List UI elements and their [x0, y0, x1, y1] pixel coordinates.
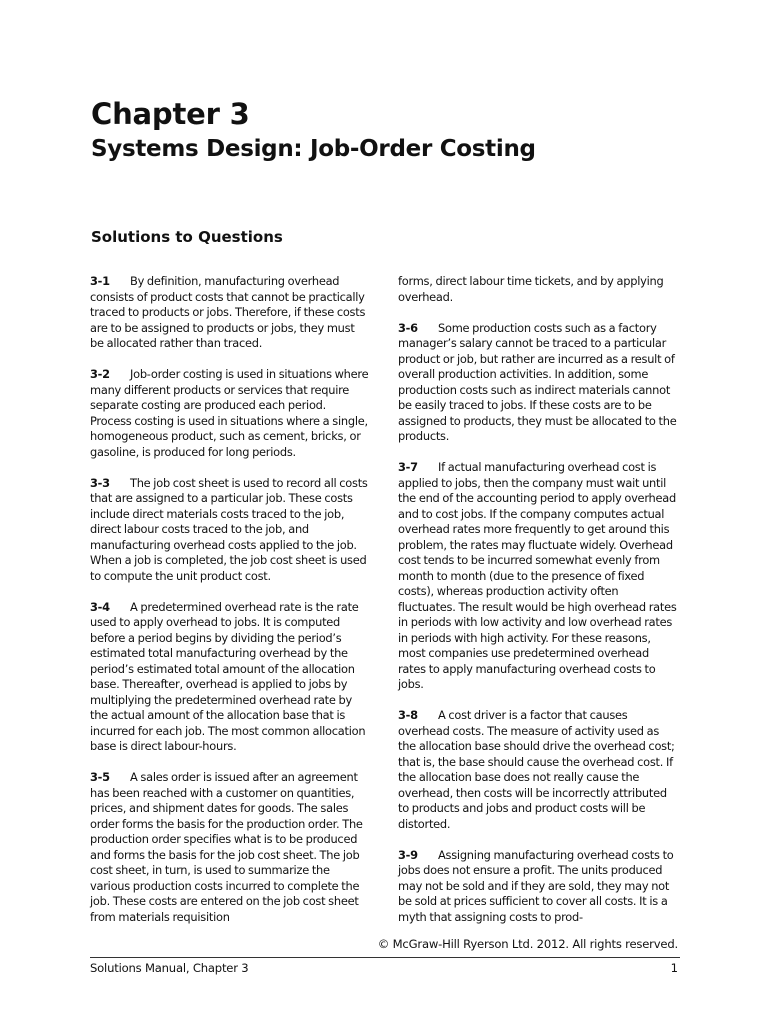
question-text: Assigning manufacturing overhead costs to jobs does not ensure a profit. The units produced may not be sold and if they are sold, they may not be sold at prices sufficient to cover all costs. It is a myth that assigning costs to prod-	[398, 847, 674, 924]
question-3-6	[398, 321, 678, 445]
question-text: The job cost sheet is used to record all costs that are assigned to a particular job. These costs include direct materials costs traced to the job, direct labour costs traced to the job, and manufacturing overhead costs applied to the job. When a job is completed, the job cost sheet is used to compute the unit product cost.	[90, 475, 368, 583]
question-3-5-continued: forms, direct labour time tickets, and by applying overhead.	[398, 274, 664, 304]
question-number: 3-8	[398, 708, 418, 722]
question-number: 3-1	[90, 274, 110, 288]
question-3-7	[398, 460, 678, 693]
question-text: If actual manufacturing overhead cost is applied to jobs, then the company must wait until the end of the accounting period to apply overhead and to cost jobs. If the company computes actual overhead rates more frequently to get around this problem, the rates may fluctuate widely. Overhead cost tends to be incurred somewhat evenly from month to month (due to the presence of fixed costs), whereas production activity often fluctuates. The result would be high overhead rates in periods with low activity and low overhead rates in periods with high activity. For these reasons, most companies use predetermined overhead rates to apply manufacturing overhead costs to jobs.	[398, 460, 677, 691]
question-3-3	[90, 476, 370, 585]
footer-divider	[90, 957, 680, 958]
question-3-9	[398, 848, 678, 926]
left-column	[90, 274, 370, 941]
question-3-1	[90, 274, 370, 352]
question-text: A sales order is issued after an agreement has been reached with a customer on quantities, prices, and shipment dates for goods. The sales order forms the basis for the production order. The production order specifies what is to be produced and forms the basis for the job cost sheet. The job cost sheet, in turn, is used to summarize the various production costs incurred to complete the job. These costs are entered on the job cost sheet from materials requisition	[90, 770, 363, 924]
footer-manual-title: Solutions Manual, Chapter 3	[90, 961, 249, 975]
question-3-2	[90, 367, 370, 460]
question-text: Job-order costing is used in situations where many different products or services that require separate costing are produced each period. Process costing is used in situations where a single, homogeneous product, such as cement, bricks, or gasoline, is produced for long periods.	[90, 367, 369, 459]
copyright-notice: © McGraw-Hill Ryerson Ltd. 2012. All rights reserved.	[377, 937, 678, 951]
question-3-5	[90, 770, 370, 925]
question-text: A cost driver is a factor that causes overhead costs. The measure of activity used as the allocation base should drive the overhead cost; that is, the base should cause the overhead cost. If the allocation base does not really cause the overhead, then costs will be incorrectly attributed to products and jobs and product costs will be distorted.	[398, 708, 675, 831]
section-heading: Solutions to Questions	[91, 228, 283, 246]
question-3-4	[90, 600, 370, 755]
question-number: 3-9	[398, 847, 418, 862]
page-number: 1	[670, 961, 678, 975]
question-number: 3-4	[90, 599, 110, 614]
question-text: By definition, manufacturing overhead consists of product costs that cannot be practically traced to products or jobs. Therefore, if these costs are to be assigned to products or jobs, they must be allocated rather than traced.	[90, 274, 366, 350]
right-column	[398, 274, 678, 941]
question-text: A predetermined overhead rate is the rate used to apply overhead to jobs. It is computed before a period begins by dividing the period’s estimated total manufacturing overhead by the period’s estimated total amount of the allocation base. Thereafter, overhead is applied to jobs by multiplying the predetermined overhead rate by the actual amount of the allocation base that is incurred for each job. The most common allocation base is direct labour-hours.	[90, 599, 366, 753]
chapter-subtitle: Systems Design: Job-Order Costing	[91, 136, 536, 162]
question-number: 3-3	[90, 475, 110, 490]
question-number: 3-2	[90, 367, 110, 381]
question-text: Some production costs such as a factory manager’s salary cannot be traced to a particular product or job, but rather are incurred as a result of overall production activities. In addition, some production costs such as indirect materials cannot be easily traced to jobs. If these costs are to be assigned to products, they must be allocated to the products.	[398, 320, 677, 443]
question-number: 3-5	[90, 770, 110, 784]
chapter-title: Chapter 3	[91, 97, 250, 131]
question-3-8	[398, 708, 678, 832]
question-number: 3-6	[398, 320, 418, 335]
question-number: 3-7	[398, 460, 418, 474]
